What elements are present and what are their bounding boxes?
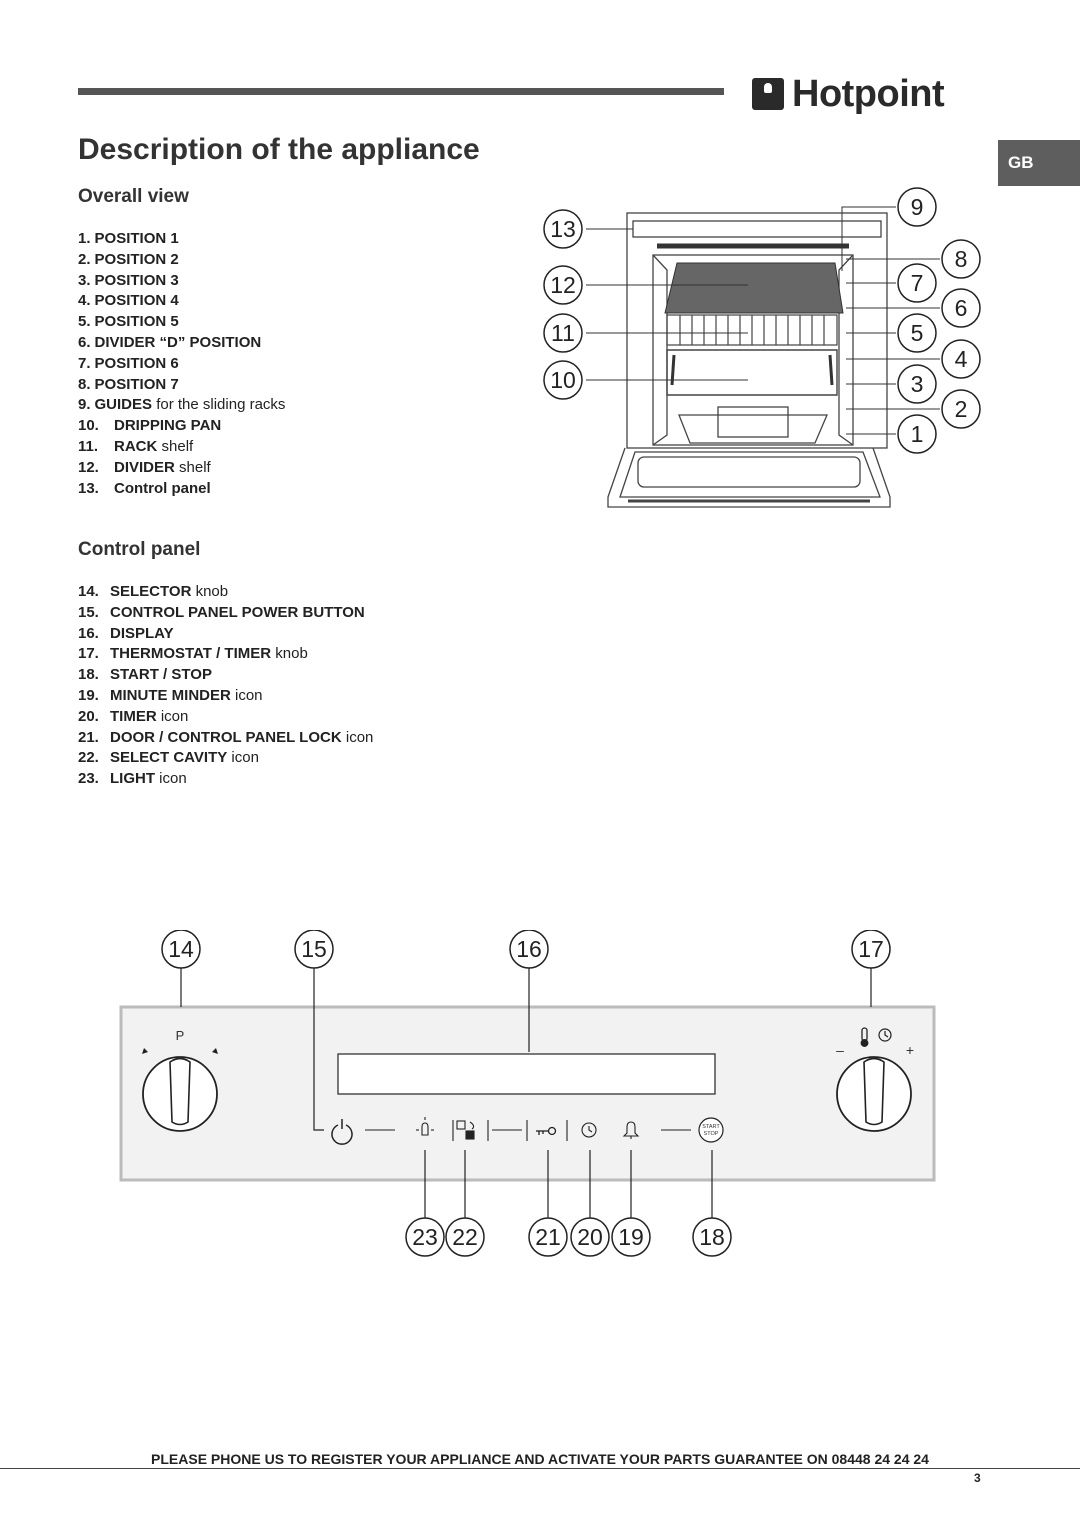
callout-number-16: 16 <box>516 936 542 962</box>
start-label: START <box>702 1124 720 1130</box>
callout-number-10: 10 <box>550 367 576 393</box>
callout-number-12: 12 <box>550 272 576 298</box>
item-label: DISPLAY <box>110 624 174 642</box>
item-label: POSITION 2 <box>94 250 179 268</box>
item-suffix: shelf <box>157 437 194 455</box>
selector-mark-p: P <box>175 1028 185 1043</box>
item-suffix: icon <box>230 686 263 704</box>
callout-number-23: 23 <box>412 1224 438 1250</box>
callout-number-20: 20 <box>577 1224 603 1250</box>
page-title: Description of the appliance <box>78 133 480 166</box>
item-number: 20. <box>78 707 99 725</box>
item-number: 13. <box>78 479 99 497</box>
cavity-floor-plate <box>718 407 788 437</box>
list-item <box>78 375 285 396</box>
item-label: START / STOP <box>110 666 212 684</box>
start-stop-button[interactable] <box>699 1118 723 1142</box>
item-number: 19. <box>78 686 99 704</box>
callout-number-19: 19 <box>618 1224 644 1250</box>
item-label: POSITION 3 <box>94 271 179 289</box>
overall-view-list <box>78 229 285 499</box>
item-number: 21. <box>78 728 99 746</box>
item-label: MINUTE MINDER <box>110 686 231 704</box>
callout-number-7: 7 <box>910 270 924 296</box>
item-label: POSITION 7 <box>94 375 179 393</box>
callout-number-3: 3 <box>910 371 924 397</box>
control-panel-heading: Control panel <box>78 539 201 560</box>
control-panel-list <box>78 582 373 790</box>
item-label: LIGHT <box>110 770 155 788</box>
item-number: 14. <box>78 583 99 600</box>
cavity-floor <box>679 415 827 443</box>
callout-number-4: 4 <box>954 346 968 372</box>
oven-diagram <box>540 185 1000 520</box>
item-label: POSITION 5 <box>94 313 179 331</box>
item-label: Control panel <box>114 479 211 497</box>
callout-number-22: 22 <box>452 1224 478 1250</box>
door-glass <box>620 452 880 497</box>
callout-number-11: 11 <box>551 320 575 346</box>
footer-rule <box>0 1468 1080 1469</box>
callout-number-2: 2 <box>954 396 968 422</box>
callout-number-1: 1 <box>910 421 924 447</box>
item-number: 1. <box>78 230 91 247</box>
item-number: 8. <box>78 375 91 393</box>
callout-number-9: 9 <box>910 194 924 220</box>
minus-sign: – <box>836 1042 844 1058</box>
logo-icon <box>752 78 784 110</box>
item-label: CONTROL PANEL POWER BUTTON <box>110 603 365 621</box>
brand-name: Hotpoint <box>792 72 945 115</box>
list-item <box>78 271 285 292</box>
list-item <box>78 250 285 271</box>
list-item <box>78 686 373 707</box>
item-number: 4. <box>78 292 91 310</box>
item-number: 18. <box>78 666 99 684</box>
list-item <box>78 291 285 312</box>
rack-shelf <box>667 315 837 345</box>
item-number: 3. <box>78 271 91 289</box>
item-number: 6. <box>78 333 91 351</box>
list-item <box>78 395 285 416</box>
callout-number-15: 15 <box>301 936 327 962</box>
list-item <box>78 603 373 624</box>
plus-sign: + <box>905 1042 915 1058</box>
page-number: 3 <box>974 1471 981 1485</box>
list-item <box>78 229 285 250</box>
item-label: RACK <box>114 437 158 455</box>
item-number: 16. <box>78 624 99 642</box>
callout-number-8: 8 <box>954 246 968 272</box>
leader-9 <box>842 207 896 271</box>
callout-number-14: 14 <box>168 936 194 962</box>
item-suffix: knob <box>191 583 229 600</box>
item-label: SELECTOR <box>110 583 192 600</box>
item-suffix: icon <box>341 728 374 746</box>
item-number: 15. <box>78 603 99 621</box>
callout-number-6: 6 <box>954 295 968 321</box>
callout-number-5: 5 <box>910 320 924 346</box>
list-item <box>78 769 373 790</box>
divider-shelf <box>665 263 843 313</box>
item-number: 17. <box>78 645 99 663</box>
item-label: DIVIDER “D” POSITION <box>94 333 262 351</box>
door-window <box>638 457 860 487</box>
list-item <box>78 437 285 458</box>
list-item <box>78 354 285 375</box>
item-number: 9. <box>78 396 91 414</box>
language-tab[interactable]: GB <box>998 140 1080 186</box>
callout-number-21: 21 <box>535 1224 561 1250</box>
stop-label: STOP <box>703 1131 719 1137</box>
footer-notice: PLEASE PHONE US TO REGISTER YOUR APPLIANCE AND ACTIVATE YOUR PARTS GUARANTEE ON 08448 24 24 24 <box>151 1451 929 1467</box>
list-item <box>78 458 285 479</box>
item-label: DOOR / CONTROL PANEL LOCK <box>110 728 342 746</box>
item-number: 11. <box>78 437 99 455</box>
list-item <box>78 707 373 728</box>
display-window <box>338 1054 715 1094</box>
item-suffix: icon <box>227 749 259 767</box>
list-item <box>78 333 285 354</box>
item-label: DRIPPING PAN <box>114 417 222 435</box>
item-suffix: icon <box>156 707 189 725</box>
list-item <box>78 728 373 749</box>
control-panel-strip <box>633 221 881 237</box>
item-label: POSITION 1 <box>94 230 179 247</box>
oven-callouts <box>544 188 980 453</box>
item-number: 5. <box>78 313 91 331</box>
item-suffix: for the sliding racks <box>152 396 286 414</box>
list-item <box>78 665 373 686</box>
list-item <box>78 312 285 333</box>
item-label: SELECT CAVITY <box>110 749 228 767</box>
item-label: GUIDES <box>94 396 153 414</box>
item-number: 23. <box>78 770 99 788</box>
list-item <box>78 624 373 645</box>
item-label: THERMOSTAT / TIMER <box>110 645 272 663</box>
item-number: 7. <box>78 354 91 372</box>
overall-view-heading: Overall view <box>78 186 189 207</box>
list-item <box>78 479 285 500</box>
list-item <box>78 416 285 437</box>
item-label: POSITION 4 <box>94 292 179 310</box>
item-number: 2. <box>78 250 91 268</box>
control-panel-diagram <box>118 930 948 1260</box>
brand-logo <box>752 72 944 116</box>
item-suffix: knob <box>271 645 308 663</box>
item-number: 12. <box>78 458 99 476</box>
item-number: 22. <box>78 749 99 767</box>
item-suffix: icon <box>155 770 187 788</box>
cavity-left-wall <box>653 255 667 445</box>
callout-number-18: 18 <box>699 1224 725 1250</box>
list-item <box>78 582 373 603</box>
dripping-pan <box>667 350 837 395</box>
item-label: DIVIDER <box>114 458 175 476</box>
list-item <box>78 748 373 769</box>
item-suffix: shelf <box>174 458 211 476</box>
callout-number-17: 17 <box>858 936 884 962</box>
item-label: POSITION 6 <box>94 354 179 372</box>
item-number: 10. <box>78 417 99 435</box>
list-item <box>78 644 373 665</box>
callout-number-13: 13 <box>550 216 576 242</box>
header-rule <box>78 88 724 95</box>
item-label: TIMER <box>110 707 157 725</box>
